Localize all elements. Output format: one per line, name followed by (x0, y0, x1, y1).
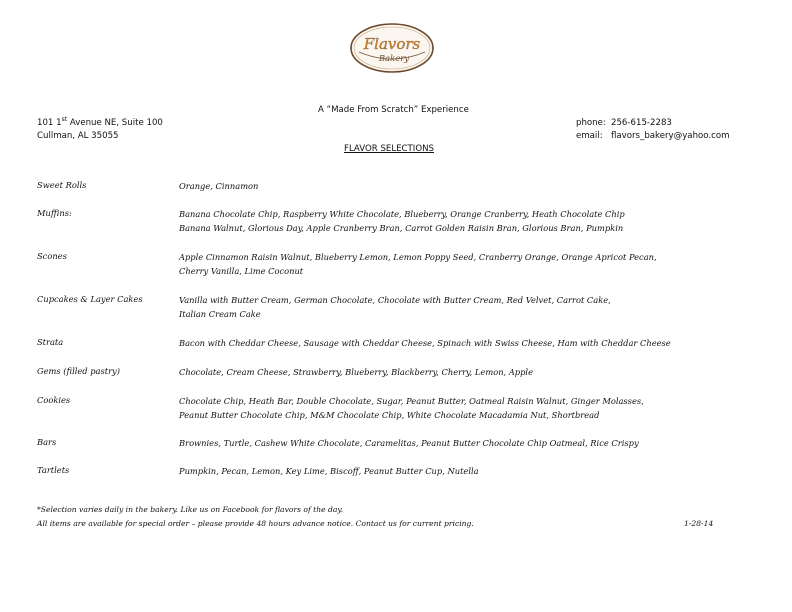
flavors-tartlets (179, 465, 479, 479)
street-name: Avenue NE, Suite 100 (67, 118, 163, 128)
flavors-bars (179, 437, 639, 451)
email-address: flavors_bakery@yahoo.com (611, 131, 730, 141)
category-sweet-rolls: Sweet Rolls (37, 180, 87, 190)
logo-subtitle: Bakery (378, 54, 410, 64)
category-cupcakes-layer-cakes: Cupcakes & Layer Cakes (37, 294, 143, 304)
address-city: Cullman, AL 35055 (37, 131, 119, 141)
flavor-line: Brownies, Turtle, Cashew White Chocolate, Caramelitas, Peanut Butter Chocolate Chip Oatmeal, Rice Crispy (179, 438, 639, 448)
street-number: 101 1 (37, 118, 62, 128)
category-scones: Scones (37, 251, 67, 261)
footer-note-selection: *Selection varies daily in the bakery. Like us on Facebook for flavors of the day. (37, 505, 344, 514)
flavors-muffins (179, 208, 625, 235)
flavor-line: Banana Chocolate Chip, Raspberry White Chocolate, Blueberry, Orange Cranberry, Heath Chocolate Chip (179, 209, 625, 219)
section-title: FLAVOR SELECTIONS (344, 144, 434, 154)
flavor-line: Banana Walnut, Glorious Day, Apple Cranberry Bran, Carrot Golden Raisin Bran, Glorious Bran, Pumpkin (179, 222, 624, 233)
flavors-cookies (179, 395, 644, 422)
address-street (37, 118, 163, 128)
bakery-logo (349, 22, 435, 74)
street-suffix: st (61, 116, 68, 123)
phone-label: phone: (576, 118, 606, 128)
flavor-line: Peanut Butter Chocolate Chip, M&M Chocolate Chip, White Chocolate Macadamia Nut, Shortbread (179, 409, 600, 420)
flavor-line: Pumpkin, Pecan, Lemon, Key Lime, Biscoff, Peanut Butter Cup, Nutella (179, 466, 479, 476)
category-cookies: Cookies (37, 395, 71, 405)
tagline: A “Made From Scratch” Experience (318, 105, 469, 115)
flavors-gems (179, 366, 533, 380)
flavor-line: Chocolate, Cream Cheese, Strawberry, Blueberry, Blackberry, Cherry, Lemon, Apple (179, 367, 533, 377)
category-muffins: Muffins: (37, 208, 72, 218)
logo-brand: Flavors (363, 35, 421, 53)
flavor-line: Italian Cream Cake (179, 308, 261, 319)
category-gems: Gems (filled pastry) (37, 366, 120, 376)
flavor-line: Orange, Cinnamon (179, 181, 259, 191)
flavors-sweet-rolls (179, 180, 258, 194)
flavor-line: Vanilla with Butter Cream, German Chocolate, Chocolate with Butter Cream, Red Velvet, Carrot Cake, (179, 295, 611, 305)
flavor-line: Bacon with Cheddar Cheese, Sausage with Cheddar Cheese, Spinach with Swiss Cheese, Ham with Cheddar Cheese (179, 338, 671, 348)
footer-date: 1-28-14 (684, 519, 714, 528)
flavors-strata (179, 337, 671, 351)
flavor-line: Cherry Vanilla, Lime Coconut (179, 265, 304, 276)
category-strata: Strata (37, 337, 64, 347)
flavors-scones (179, 251, 657, 278)
category-bars: Bars (37, 437, 57, 447)
footer-note-special-order: All items are available for special order – please provide 48 hours advance notice. Contact us for current pricing. (37, 519, 474, 528)
flavor-line: Chocolate Chip, Heath Bar, Double Chocolate, Sugar, Peanut Butter, Oatmeal Raisin Walnut, Ginger Molasses, (179, 396, 644, 406)
flavor-line: Apple Cinnamon Raisin Walnut, Blueberry Lemon, Lemon Poppy Seed, Cranberry Orange, Orange Apricot Pecan, (179, 252, 657, 262)
category-tartlets: Tartlets (37, 465, 70, 475)
phone-number: 256-615-2283 (611, 118, 672, 128)
email-label: email: (576, 131, 603, 141)
flavors-cupcakes-layer-cakes (179, 294, 611, 321)
